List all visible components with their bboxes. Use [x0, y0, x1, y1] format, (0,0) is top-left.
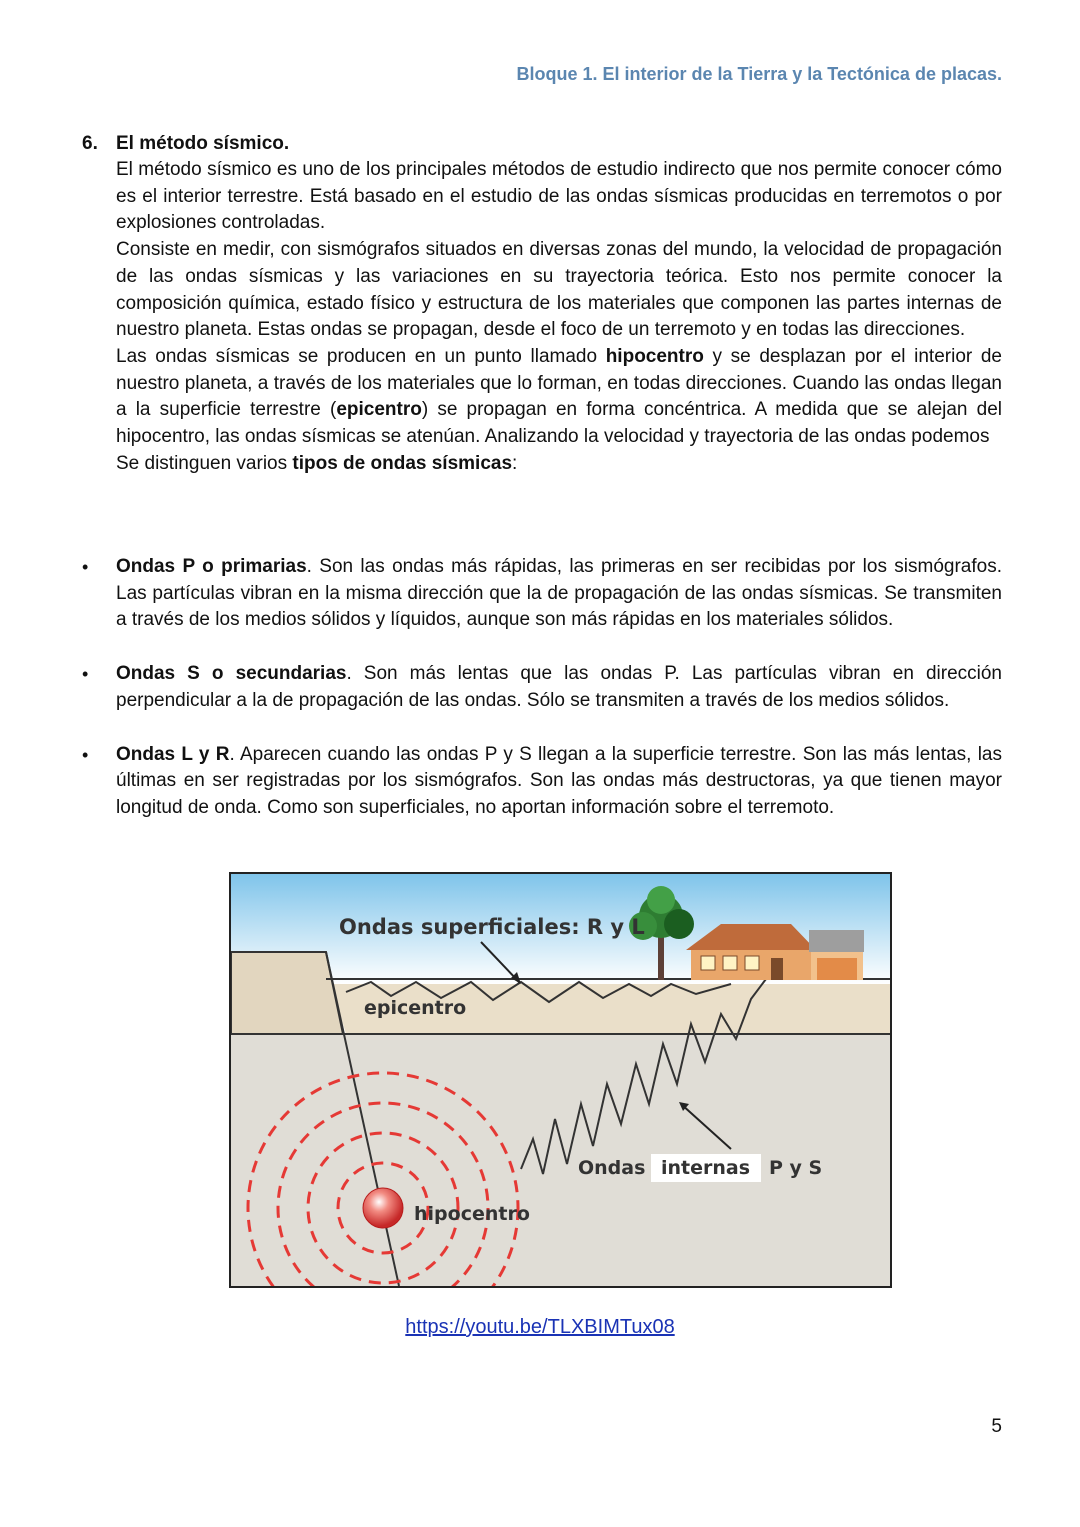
- bullet-term: Ondas S o secundarias: [116, 663, 347, 685]
- label-hipocentro: hipocentro: [414, 1203, 530, 1225]
- label-pys: P y S: [769, 1157, 823, 1179]
- label-epicentro: epicentro: [364, 997, 467, 1019]
- list-item-ondas-p: [82, 554, 1002, 634]
- label-internas: internas: [661, 1157, 751, 1179]
- page-number: 5: [991, 1416, 1002, 1437]
- bullet-icon: •: [82, 557, 89, 577]
- paragraph-types: Se distinguen varios tipos de ondas sísmicas:: [116, 452, 518, 474]
- wave-types-list: [82, 554, 1002, 822]
- page-header: Bloque 1. El interior de la Tierra y la Tectónica de placas.: [516, 64, 1002, 84]
- hypocenter-icon: [363, 1188, 403, 1228]
- bullet-term: Ondas P o primarias: [116, 556, 307, 577]
- section-title: El método sísmico.: [116, 133, 290, 154]
- section-heading: [82, 131, 1002, 157]
- label-ondas: Ondas: [578, 1157, 646, 1179]
- term-hipocentro: hipocentro: [605, 345, 704, 367]
- list-item-ondas-lr: [82, 742, 1002, 822]
- term-tipos: tipos de ondas sísmicas: [292, 452, 513, 474]
- paragraph-method: Consiste en medir, con sismógrafos situados en diversas zonas del mundo, la velocidad de propagación de las ondas sísmicas y las variaciones en su trayectoria teórica. Esto nos permite conocer la composición química, estado físico y estructura de los materiales que componen las partes internas de nuestro planeta. Estas ondas se propagan, desde el foco de un terremoto y en todas las direcciones.: [116, 239, 1002, 341]
- label-surface-waves: Ondas superficiales: R y L: [339, 915, 645, 939]
- seismic-waves-diagram: [229, 872, 892, 1288]
- bullet-text: . Son las ondas más rápidas, las primeras en ser recibidas por los sismógrafos. Las partículas vibran en la misma dirección que la de propagación de las ondas sísmicas. Se transmiten a través de los medios sólidos y líquidos, aunque son más rápidas en los materiales sólidos.: [116, 556, 1002, 631]
- bullet-icon: •: [82, 744, 89, 765]
- list-item-ondas-s: [82, 661, 1002, 714]
- paragraph-hypocenter: Las ondas sísmicas se producen en un punto llamado hipocentro y se desplazan por el interior de nuestro planeta, a través de los materiales que lo forman, en todas direcciones. Cuando las ondas llegan a la superficie terrestre (epicentro) se propagan en forma concéntrica. A medida que se alejan del hipocentro, las ondas sísmicas se atenúan. Analizando la velocidad y trayectoria de las ondas podemos: [116, 345, 1003, 448]
- bullet-text: . Aparecen cuando las ondas P y S llegan a la superficie terrestre. Son las más lentas, las últimas en ser registradas por los sismógrafos. Son las ondas más destructoras, ya que tienen mayor longitud de onda. Como son superficiales, no aportan información sobre el terremoto.: [116, 743, 1003, 818]
- house-icon: [686, 924, 864, 980]
- section-number: 6.: [82, 133, 98, 154]
- term-epicentro: epicentro: [336, 399, 422, 421]
- section-seismic-method: [82, 131, 1002, 477]
- bullet-term: Ondas L y R: [116, 743, 230, 765]
- bullet-icon: •: [82, 664, 89, 685]
- bullet-text: . Son más lentas que las ondas P. Las partículas vibran en dirección perpendicular a la de propagación de las ondas. Sólo se transmiten a través de los medios sólidos.: [116, 663, 1002, 711]
- video-link[interactable]: https://youtu.be/TLXBIMTux08: [405, 1316, 675, 1338]
- paragraph-intro: El método sísmico es uno de los principales métodos de estudio indirecto que nos permite conocer cómo es el interior terrestre. Está basado en el estudio de las ondas sísmicas producidas en terremotos o por explosiones controladas.: [116, 159, 1002, 234]
- fault-block: [231, 952, 343, 1034]
